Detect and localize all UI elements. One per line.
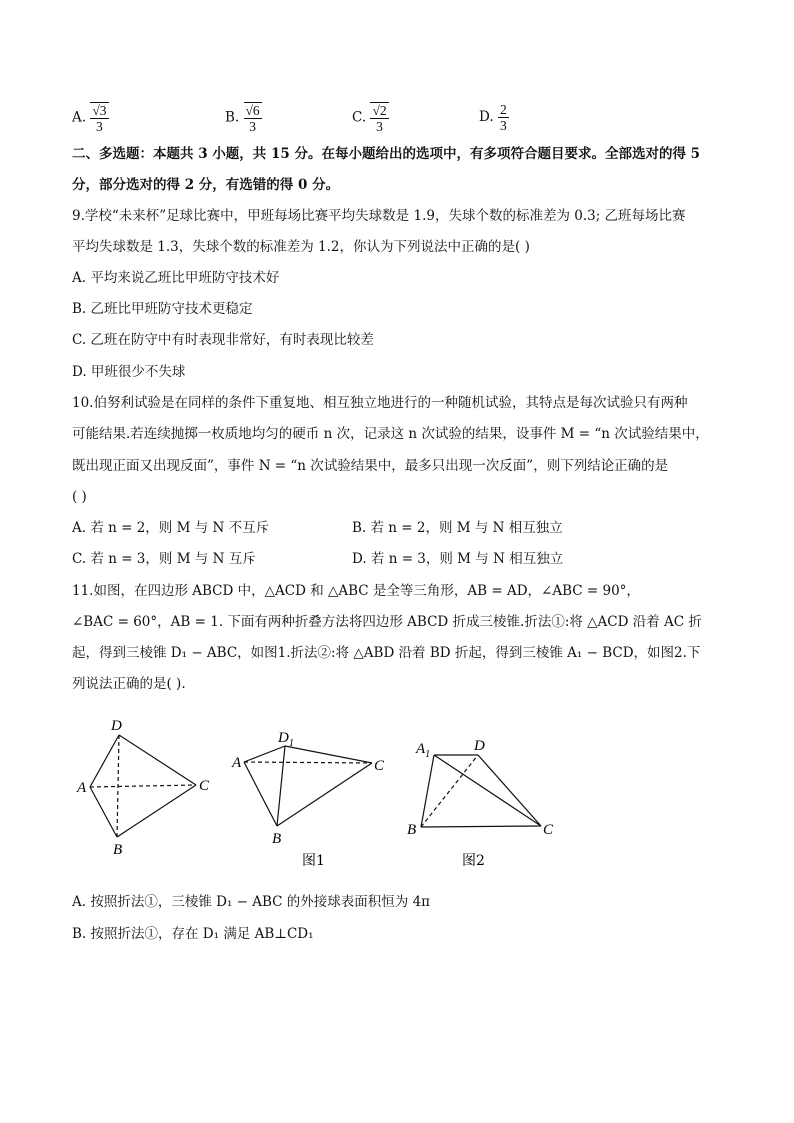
q11-stem-line3: 起，得到三棱锥 D₁ − ABC，如图1.折法②:将 △ABD 沿着 BD 折起，得到三棱锥 A₁ − BCD，如图2.下 bbox=[72, 645, 701, 661]
fig2-label-a1-letter: A bbox=[416, 741, 426, 757]
q8-option-d-fraction bbox=[498, 102, 509, 133]
figure-2-pyramid bbox=[421, 755, 541, 827]
q8-option-a-num: √3 bbox=[92, 103, 107, 118]
fig2-label-b: B bbox=[407, 822, 417, 838]
edge-d1-c bbox=[285, 746, 372, 763]
fig1-label-b: B bbox=[272, 831, 282, 847]
q8-option-c-den: 3 bbox=[376, 119, 383, 134]
fig0-label-a: A bbox=[77, 780, 87, 796]
q11-stem-line2: ∠BAC = 60°，AB = 1. 下面有两种折叠方法将四边形 ABCD 折成三棱锥.折法①:将 △ACD 沿着 AC 折 bbox=[72, 614, 702, 630]
fig2-label-a1 bbox=[415, 741, 430, 760]
q11-stem-line4: 列说法正确的是( ). bbox=[72, 676, 186, 692]
fig1-label-d1-sub: 1 bbox=[288, 738, 294, 749]
q8-option-b-fraction bbox=[244, 102, 262, 134]
q8-option-c-num: √2 bbox=[372, 103, 387, 118]
q8-option-d-num: 2 bbox=[499, 102, 507, 117]
edge-a-d1 bbox=[244, 746, 285, 762]
fig2-label-d: D bbox=[474, 738, 485, 754]
q8-option-b-num: √6 bbox=[245, 103, 260, 118]
edge-da bbox=[90, 735, 119, 787]
fig1-label-c: C bbox=[374, 758, 385, 774]
q8-option-c bbox=[352, 102, 389, 134]
figure-1-caption: 图1 bbox=[302, 853, 325, 869]
section2-header-line1: 二、多选题：本题共 3 小题，共 15 分。在每小题给出的选项中，有多项符合题目要求。全部选对的得 5 bbox=[72, 146, 701, 162]
q10-stem-line3: 既出现正面又出现反面”，事件 N = “n 次试验结果中，最多只出现一次反面”，则下列结论正确的是 bbox=[72, 458, 669, 474]
fig2-label-c: C bbox=[543, 822, 554, 838]
fig0-label-b: B bbox=[113, 842, 123, 858]
figure-2-caption: 图2 bbox=[462, 853, 485, 869]
q8-option-a bbox=[72, 102, 109, 134]
fig1-label-d1-letter: D bbox=[278, 730, 289, 746]
q8-option-c-fraction bbox=[370, 102, 388, 134]
q11-option-b: B. 按照折法①，存在 D₁ 满足 AB⊥CD₁ bbox=[72, 926, 314, 942]
q10-stem-line2: 可能结果.若连续抛掷一枚质地均匀的硬币 n 次，记录这 n 次试验的结果，设事件 M = “n 次试验结果中， bbox=[72, 426, 709, 442]
q11-figures bbox=[70, 700, 570, 880]
q10-stem-line4: ( ) bbox=[72, 489, 87, 505]
q11-option-a: A. 按照折法①，三棱锥 D₁ − ABC 的外接球表面积恒为 4π bbox=[72, 894, 431, 910]
edge-b-c bbox=[421, 826, 541, 827]
fig1-label-a: A bbox=[232, 755, 242, 771]
q8-option-a-fraction bbox=[90, 102, 108, 134]
edge-d1-b bbox=[277, 746, 285, 826]
q8-option-a-label: A. bbox=[72, 109, 87, 126]
edge-a-c-dashed bbox=[244, 762, 372, 763]
q9-option-c: C. 乙班在防守中有时表现非常好，有时表现比较差 bbox=[72, 332, 374, 348]
q10-option-d: D. 若 n = 3，则 M 与 N 相互独立 bbox=[352, 551, 564, 567]
edge-a1-b bbox=[421, 755, 434, 827]
q8-option-b-label: B. bbox=[225, 109, 240, 126]
q9-option-a: A. 平均来说乙班比甲班防守技术好 bbox=[72, 270, 280, 286]
edge-bc bbox=[117, 785, 196, 837]
edge-dc bbox=[119, 735, 196, 785]
q8-option-b-den: 3 bbox=[249, 119, 256, 134]
q11-stem-line1: 11.如图，在四边形 ABCD 中，△ACD 和 △ABC 是全等三角形，AB = AD，∠ABC = 90°， bbox=[72, 583, 640, 599]
edge-ab bbox=[90, 787, 117, 837]
q9-option-b: B. 乙班比甲班防守技术更稳定 bbox=[72, 301, 253, 317]
q10-stem-line1: 10.伯努利试验是在同样的条件下重复地、相互独立地进行的一种随机试验，其特点是每次试验只有两种 bbox=[72, 395, 688, 411]
q8-option-d bbox=[479, 102, 509, 133]
fig0-label-c: C bbox=[199, 778, 210, 794]
section2-header-line2: 分，部分选对的得 2 分，有选错的得 0 分。 bbox=[72, 177, 340, 193]
q9-option-d: D. 甲班很少不失球 bbox=[72, 364, 186, 380]
q8-option-a-den: 3 bbox=[96, 119, 103, 134]
edge-ac-dashed bbox=[90, 785, 196, 787]
edge-a-b bbox=[244, 762, 277, 826]
q8-option-b bbox=[225, 102, 262, 134]
q9-stem-line2: 平均失球数是 1.3，失球个数的标准差为 1.2，你认为下列说法中正确的是( ) bbox=[72, 239, 530, 255]
fig0-label-d: D bbox=[111, 718, 122, 734]
q8-option-d-label: D. bbox=[479, 109, 494, 125]
q10-option-b: B. 若 n = 2，则 M 与 N 相互独立 bbox=[352, 520, 563, 536]
figure-quadrilateral bbox=[90, 735, 196, 837]
fig2-label-a1-sub: 1 bbox=[425, 749, 431, 760]
q10-option-c: C. 若 n = 3，则 M 与 N 互斥 bbox=[72, 551, 256, 567]
figure-1-pyramid bbox=[244, 746, 372, 826]
q9-stem-line1: 9.学校“未来杯”足球比赛中，甲班每场比赛平均失球数是 1.9，失球个数的标准差为 0.3; 乙班每场比赛 bbox=[72, 208, 686, 224]
q8-option-d-den: 3 bbox=[499, 118, 507, 133]
q8-option-c-label: C. bbox=[352, 109, 367, 126]
edge-b-c bbox=[277, 763, 372, 826]
q10-option-a: A. 若 n = 2，则 M 与 N 不互斥 bbox=[72, 520, 270, 536]
